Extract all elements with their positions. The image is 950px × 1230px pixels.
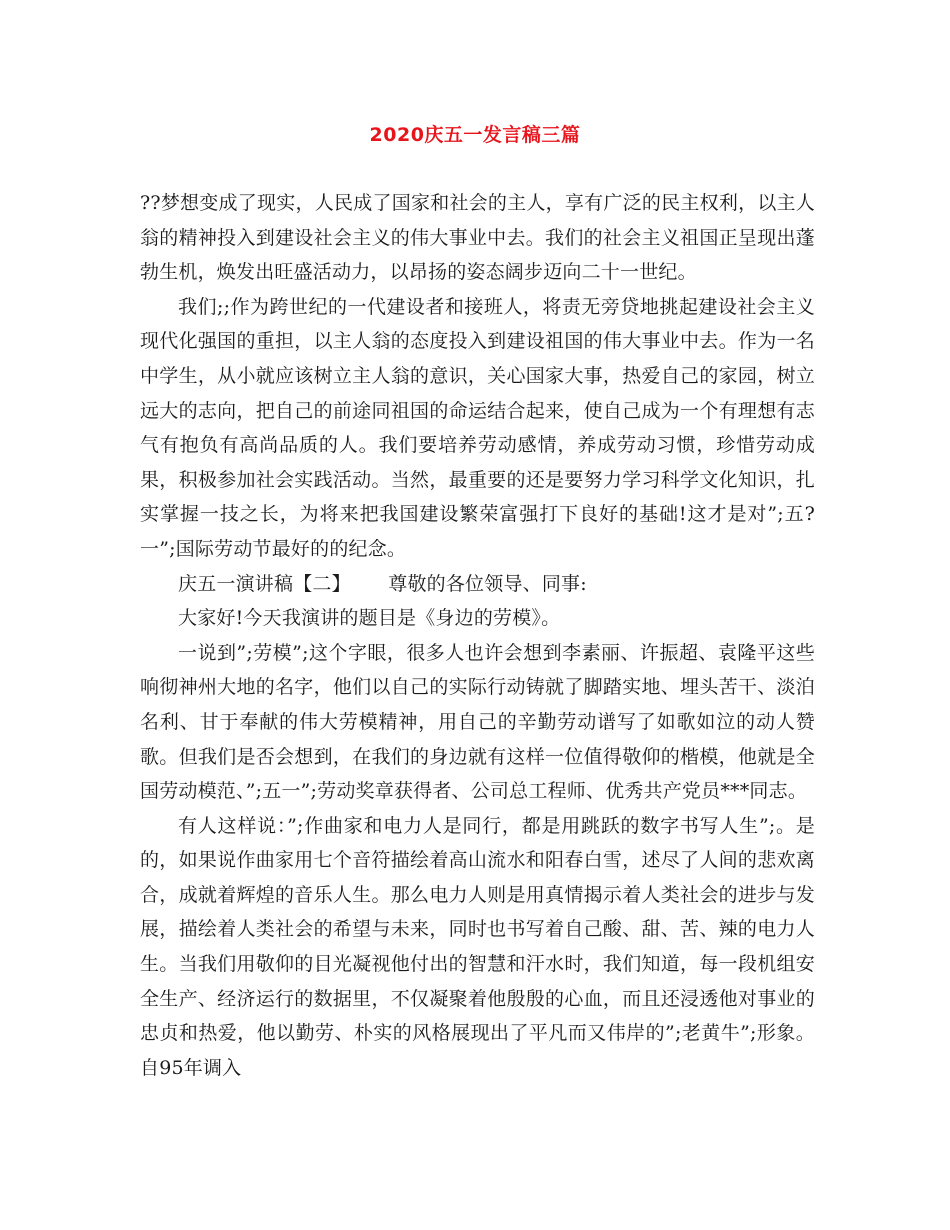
paragraph-4: 有人这样说：”;作曲家和电力人是同行，都是用跳跃的数字书写人生”;。是的，如果说作曲家用七个音符描绘着高山流水和阳春白雪，述尽了人间的悲欢离合，成就着辉煌的音乐人生。那么电力人则是用真情揭示着人类社会的进步与发展，描绘着人类社会的希望与未来，同时也书写着自己酸、甜、苦、辣的电力人生。当我们用敬仰的目光凝视他付出的智慧和汗水时，我们知道，每一段机组安全生产、经济运行的数据里，不仅凝聚着他殷殷的心血，而且还浸透他对事业的忠贞和热爱，他以勤劳、朴实的风格展现出了平凡而又伟岸的”;老黄牛”;形象。自95年调入 xyxy=(140,814,815,1079)
paragraph-3: 一说到”;劳模”;这个字眼，很多人也许会想到李素丽、许振超、袁隆平这些响彻神州大地的名字，他们以自己的实际行动铸就了脚踏实地、埋头苦干、淡泊名利、甘于奉献的伟大劳模精神，用自己的辛勤劳动谱写了如歌如泣的动人赞歌。但我们是否会想到，在我们的身边就有这样一位值得敬仰的楷模，他就是全国劳动模范、”;五一”;劳动奖章获得者、公司总工程师、优秀共产党员***同志。 xyxy=(140,641,815,803)
document-body xyxy=(140,186,815,1085)
section-heading-2: 庆五一演讲稿【二】 尊敬的各位领导、同事: xyxy=(178,572,587,595)
paragraph-greeting: 大家好!今天我演讲的题目是《身边的劳模》。 xyxy=(178,607,561,630)
paragraph-1: ??梦想变成了现实，人民成了国家和社会的主人，享有广泛的民主权利，以主人翁的精神投入到建设社会主义的伟大事业中去。我们的社会主义祖国正呈现出蓬勃生机，焕发出旺盛活动力，以昂扬的姿态阔步迈向二十一世纪。 xyxy=(140,192,815,284)
document-title: 2020庆五一发言稿三篇 xyxy=(369,124,581,146)
paragraph-2: 我们;;作为跨世纪的一代建设者和接班人，将责无旁贷地挑起建设社会主义现代化强国的重担，以主人翁的态度投入到建设祖国的伟大事业中去。作为一名中学生，从小就应该树立主人翁的意识，关心国家大事，热爱自己的家园，树立远大的志向，把自己的前途同祖国的命运结合起来，使自己成为一个有理想有志气有抱负有高尚品质的人。我们要培养劳动感情，养成劳动习惯，珍惜劳动成果，积极参加社会实践活动。当然，最重要的还是要努力学习科学文化知识，扎实掌握一技之长，为将来把我国建设繁荣富强打下良好的基础!这才是对”;五?一”;国际劳动节最好的的纪念。 xyxy=(140,295,815,560)
